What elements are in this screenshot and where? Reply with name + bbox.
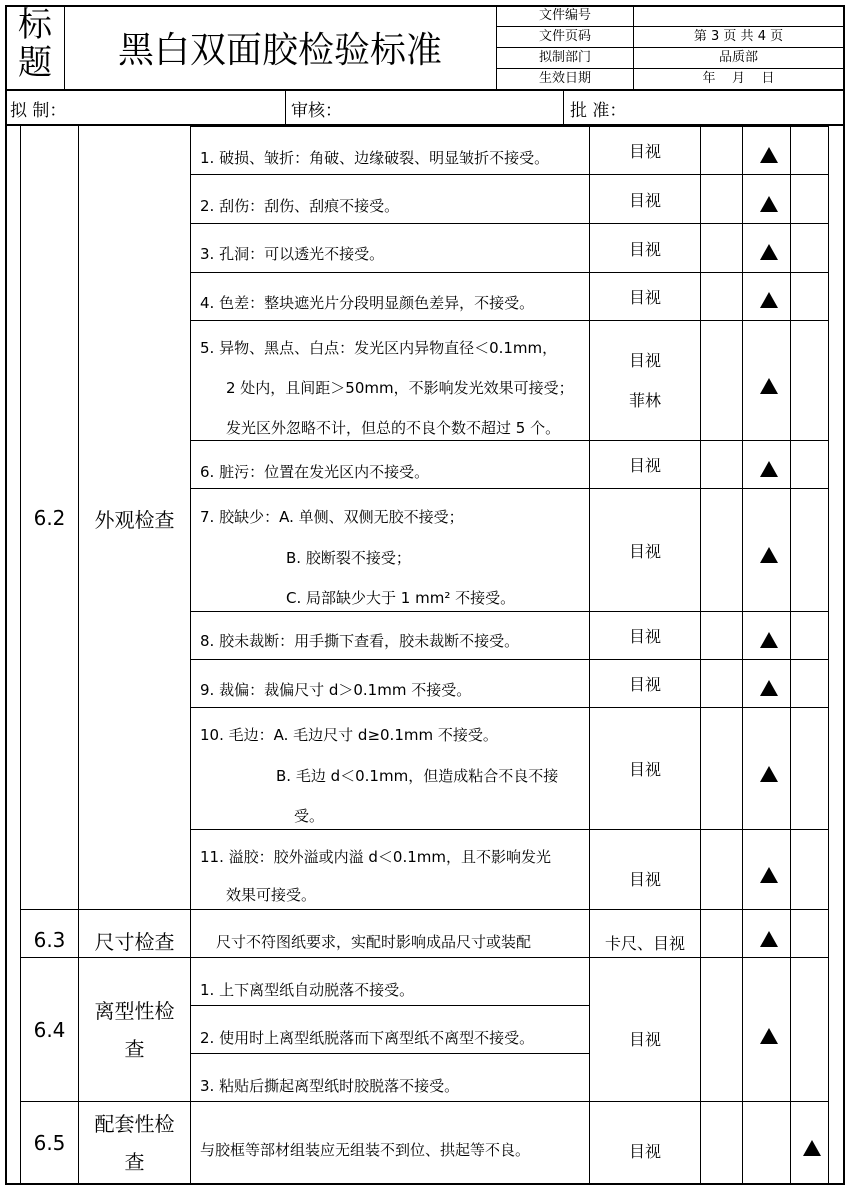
title-label-char-1: 标 [18,5,52,45]
triangle-icon [760,680,778,696]
triangle-icon [760,1028,778,1044]
triangle-icon [760,196,778,212]
section-6-2-name: 外观检查 [94,507,175,532]
item-8-text: 8. 胶未裁断：用手撕下查看，胶未裁断不接受。 [200,632,520,650]
item-7-text-line-3: C. 局部缺少大于 1 mm² 不接受。 [286,589,516,607]
method-section-6-3: 卡尺、目视 [604,933,685,953]
section-6-3-number: 6.3 [33,928,66,952]
method-item-7: 目视 [628,541,661,561]
section-6-4-number: 6.4 [33,1017,66,1042]
section-6-5-name-line-2: 查 [124,1149,145,1174]
method-section-6-4: 目视 [628,1029,661,1049]
triangle-icon [760,867,778,883]
meta-value-effective: 年 月 日 [702,71,775,86]
item-11-text-line-1: 11. 溢胶：胶外溢或内溢 d＜0.1mm，且不影响发光 [200,848,551,866]
method-item-6: 目视 [628,456,661,475]
section-6-5-name-line-1: 配套性检 [94,1111,175,1136]
signoff-review: 审核： [291,101,342,121]
section-6-4-item-2-text: 2. 使用时上离型纸脱落而下离型纸不离型不接受。 [200,1029,535,1047]
meta-label-dept: 拟制部门 [538,50,591,65]
method-item-11: 目视 [628,869,661,889]
section-6-4-item-1-text: 1. 上下离型纸自动脱落不接受。 [200,981,415,999]
triangle-icon [760,547,778,563]
meta-value-dept: 品质部 [718,50,758,65]
item-2-text: 2. 刮伤：刮伤、刮痕不接受。 [200,197,400,215]
section-6-5-text: 与胶框等部材组装应无组装不到位、拱起等不良。 [200,1141,531,1159]
item-9-text: 9. 裁偏：裁偏尺寸 d＞0.1mm 不接受。 [200,681,472,699]
meta-label-effective: 生效日期 [538,71,591,86]
item-1-text: 1. 破损、皱折：角破、边缘破裂、明显皱折不接受。 [200,149,550,167]
signoff-draft: 拟 制： [10,101,67,121]
method-item-4: 目视 [628,288,661,307]
meta-label-doc-no: 文件编号 [538,8,591,23]
item-4-text: 4. 色差：整块遮光片分段明显颜色差异，不接受。 [200,294,535,312]
section-6-2-number: 6.2 [33,506,66,530]
triangle-icon [760,461,778,477]
triangle-icon [760,931,778,947]
meta-label-page: 文件页码 [538,29,591,44]
triangle-icon [760,766,778,782]
item-7-text-line-2: B. 胶断裂不接受； [286,549,411,567]
triangle-icon [760,292,778,308]
item-10-text-line-1: 10. 毛边：A. 毛边尺寸 d≥0.1mm 不接受。 [200,726,498,744]
section-6-4-item-3-text: 3. 粘贴后撕起离型纸时胶脱落不接受。 [200,1077,460,1095]
item-5-text-line-2: 2 处内，且间距＞50mm，不影响发光效果可接受； [226,379,574,397]
section-6-3-text: 尺寸不符图纸要求，实配时影响成品尺寸或装配 [216,933,532,951]
method-item-5-line-1: 目视 [628,350,661,370]
item-5-text-line-3: 发光区外忽略不计，但总的不良个数不超过 5 个。 [226,419,561,437]
item-6-text: 6. 脏污：位置在发光区内不接受。 [200,463,430,481]
method-item-2: 目视 [628,190,661,210]
method-item-1: 目视 [628,142,661,161]
method-item-3: 目视 [628,239,661,259]
section-6-4-name [79,958,190,1101]
item-10-text-line-2: B. 毛边 d＜0.1mm，但造成粘合不良不接 [276,767,559,785]
method-item-8: 目视 [628,627,661,646]
section-6-4-name-line-2: 查 [124,1036,145,1061]
method-item-5 [590,321,700,440]
title-label-char-2: 题 [18,43,52,83]
item-11-text-line-2: 效果可接受。 [226,886,317,904]
item-7-text-line-1: 7. 胶缺少：A. 单侧、双侧无胶不接受； [200,508,464,526]
method-item-5-line-2: 菲林 [628,390,661,410]
method-item-10: 目视 [628,760,661,779]
item-5-text-line-1: 5. 异物、黑点、白点：发光区内异物直径＜0.1mm， [200,339,558,357]
section-6-3-name: 尺寸检查 [94,929,175,954]
title-label [7,6,63,88]
section-6-5-number: 6.5 [33,1130,66,1155]
section-6-5-name [79,1102,190,1183]
method-section-6-5: 目视 [628,1142,661,1161]
meta-value-page: 第 3 页 共 4 页 [693,29,784,44]
triangle-icon [760,244,778,260]
signoff-approve: 批 准： [570,101,627,121]
triangle-icon [760,378,778,394]
section-6-4-name-line-1: 离型性检 [94,998,175,1023]
triangle-icon [760,147,778,163]
item-3-text: 3. 孔洞：可以透光不接受。 [200,245,385,263]
item-10-text-line-3: 受。 [294,807,325,825]
triangle-icon [803,1140,821,1156]
document-title: 黑白双面胶检验标准 [117,29,442,71]
triangle-icon [760,632,778,648]
method-item-9: 目视 [628,675,661,694]
meta-value-doc-no [634,6,843,26]
